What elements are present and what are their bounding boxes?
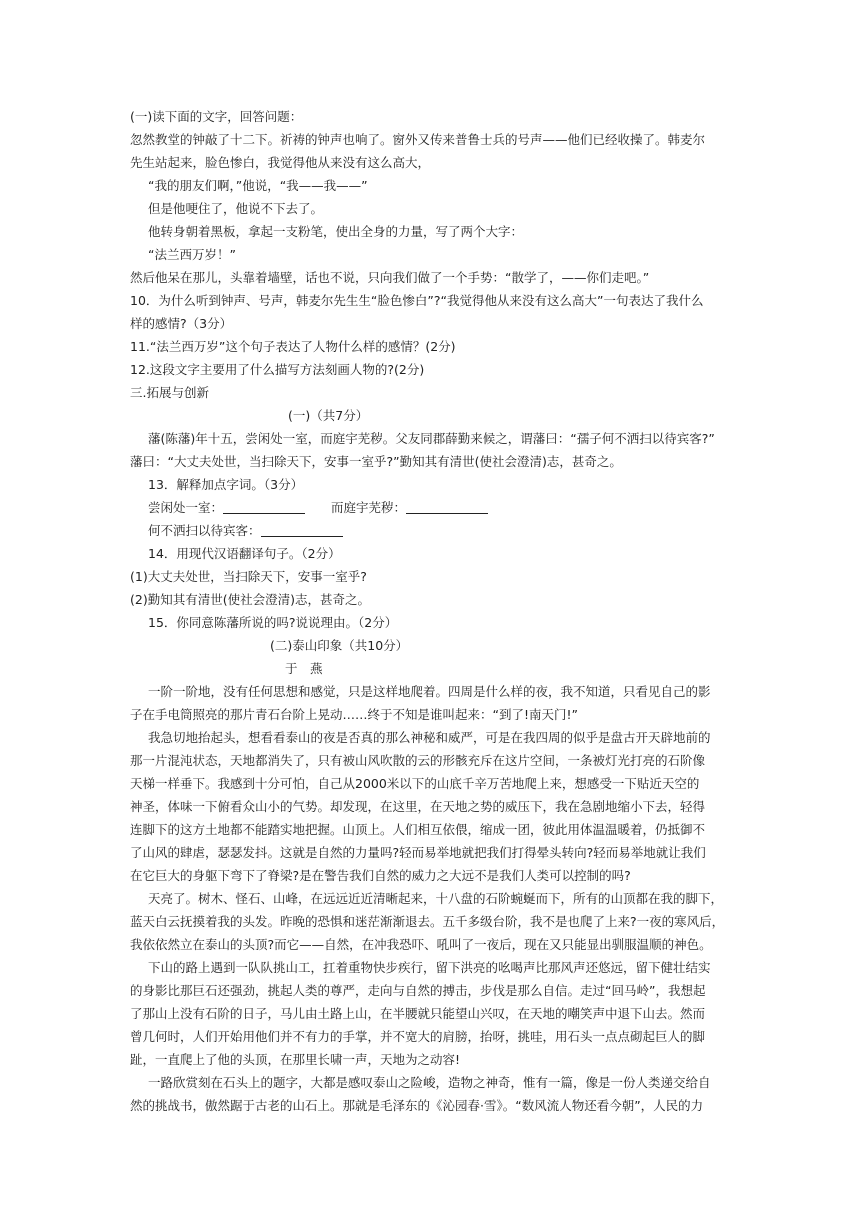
question-13: 13．解释加点字词。（3分） [148,477,304,492]
question-10: 10．为什么听到钟声、号声，韩麦尔先生生“脸色惨白”?“我觉得他从来没有这么高大”一句表达了我什么 [130,293,704,308]
text-line: 神圣，体味一下俯看众山小的气势。却发现，在这里，在天地之势的威压下，我在急剧地缩小下去，轻得 [130,799,706,814]
text-line: 但是他哽住了，他说不下去了。 [148,201,324,216]
text-line: 趾，一直爬上了他的头顶，在那里长啸一声，天地为之动容! [130,1052,461,1067]
text-line: 连脚下的这方土地都不能踏实地把握。山顶上。人们相互依偎，缩成一团，彼此用体温温暖着，仍抵御不 [130,822,706,837]
text-line: 他转身朝着黑板，拿起一支粉笔，使出全身的力量，写了两个大字： [148,224,524,239]
question-14: 14．用现代汉语翻译句子。（2分） [148,546,341,561]
answer-blank[interactable] [406,500,488,514]
text-line: (1)大丈夫处世，当扫除天下，安事一室乎? [130,569,367,584]
text-line: 了山风的肆虐，瑟瑟发抖。这就是自然的力量吗?轻而易举地就把我们打得晕头转向?轻而易举地就让我们 [130,845,706,860]
blank-label: 何不洒扫以待宾客： [148,523,261,538]
text-line: 忽然教堂的钟敲了十二下。祈祷的钟声也响了。窗外又传来普鲁士兵的号声——他们已经收操了。韩麦尔 [130,132,706,147]
text-line: 子在手电筒照亮的那片青石台阶上晃动……终于不知是谁叫起来：“到了!南天门!” [130,707,578,722]
text-line: 下山的路上遇到一队队挑山工，扛着重物快步疾行，留下洪亮的吆喝声比那风声还悠远，留下健壮结实 [148,960,711,975]
document-page [130,105,735,1117]
text-line: 然的挑战书，傲然踞于古老的山石上。那就是毛泽东的《沁园春·雪》。“数风流人物还看今朝”，人民的力 [130,1098,704,1113]
subsection-heading: (一)（共7分） [288,408,369,423]
author-name: 于 燕 [285,661,323,676]
text-line: 曾几何时，人们开始用他们并不有力的手掌，并不宽大的肩膀，抬呀，挑哇，用石头一点点砌起巨人的脚 [130,1029,706,1044]
text-line: (2)勤知其有清世(使社会澄清)志，甚奇之。 [130,592,370,607]
answer-blank[interactable] [223,500,305,514]
blank-label: 尝闲处一室： [148,500,224,515]
question-15: 15．你同意陈藩所说的吗?说说理由。（2分） [148,615,398,630]
text-line: 我依依然立在泰山的头顶?而它——自然，在冲我恐吓、吼叫了一夜后，现在又只能显出驯服温顺的神色。 [130,937,712,952]
section-heading: (一)读下面的文字，回答问题： [130,109,303,124]
text-line: 我急切地抬起头，想看看泰山的夜是否真的那么神秘和威严，可是在我四周的似乎是盘古开天辟地前的 [148,730,711,745]
text-line: 蓝天白云抚摸着我的头发。昨晚的恐惧和迷茫渐渐退去。五千多级台阶，我不是也爬了上来?一夜的寒风后， [130,914,725,929]
text-line: 一路欣赏刻在石头上的题字，大都是感叹泰山之险峻，造物之神奇，惟有一篇，像是一份人类递交给自 [148,1075,711,1090]
blank-line [130,496,735,519]
text-line: 然后他呆在那儿，头靠着墙壁，话也不说，只向我们做了一个手势：“散学了，——你们走吧。” [130,270,650,285]
text-line: 的身影比那巨石还强劲，挑起人类的尊严，走向与自然的搏击，步伐是那么自信。走过“回马岭”，我想起 [130,983,706,998]
text-line: 藩曰：“大丈夫处世，当扫除天下，安事一室乎?”勤知其有清世(使社会澄清)志，甚奇之。 [130,454,622,469]
text-line: “我的朋友们啊，”他说，“我——我——” [148,178,368,193]
answer-blank[interactable] [261,523,343,537]
text-line: 一阶一阶地，没有任何思想和感觉，只是这样地爬着。四周是什么样的夜，我不知道，只看见自己的影 [148,684,711,699]
text-line: 先生站起来，脸色惨白，我觉得他从来没有这么高大， [130,155,431,170]
question-10-cont: 样的感情?（3分） [130,316,233,331]
blank-line [130,519,735,542]
text-line: “法兰西万岁！” [148,247,236,262]
question-12: 12.这段文字主要用了什么描写方法刻画人物的?(2分) [130,362,425,377]
text-line: 那一片混沌状态，天地都消失了，只有被山风吹散的云的形骸充斥在这片空间，一条被灯光打亮的石阶像 [130,753,706,768]
text-line: 了那山上没有石阶的日子，马儿由土路上山，在半腰就只能望山兴叹，在天地的嘲笑声中退下山去。然而 [130,1006,706,1021]
blank-label: 而庭宇芜秽： [331,500,407,515]
subsection-heading: (二)泰山印象（共10分） [270,638,409,653]
section-heading: 三.拓展与创新 [130,385,209,400]
question-11: 11.“法兰西万岁”这个句子表达了人物什么样的感情？(2分) [130,339,456,354]
text-line: 在它巨大的身躯下弯下了脊梁?是在警告我们自然的威力之大远不是我们人类可以控制的吗? [130,868,631,883]
text-line: 天亮了。树木、怪石、山峰，在远远近近清晰起来，十八盘的石阶蜿蜒而下，所有的山顶都在我的脚下， [148,891,724,906]
text-line: 天梯一样垂下。我感到十分可怕，自己从2000米以下的山底千辛万苦地爬上来，想感受一下贴近天空的 [130,776,700,791]
text-line: 藩(陈藩)年十五，尝闲处一室，而庭宇芜秽。父友同郡薛勤来候之，谓藩曰：“孺子何不洒扫以待宾客?” [148,431,715,446]
